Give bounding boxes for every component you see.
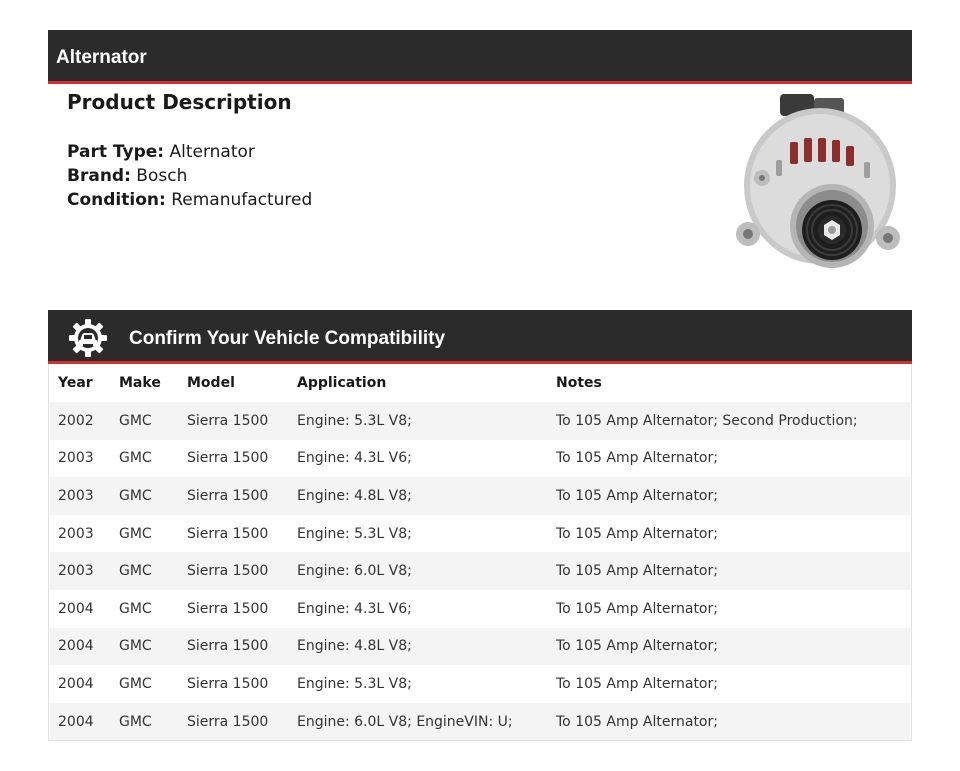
col-model: Model bbox=[178, 364, 288, 402]
spec-value: Bosch bbox=[136, 166, 188, 186]
cell-year: 2003 bbox=[49, 515, 111, 553]
cell-model: Sierra 1500 bbox=[178, 665, 288, 703]
product-title: Alternator bbox=[56, 47, 147, 68]
col-application: Application bbox=[288, 364, 547, 402]
spec-label: Condition: bbox=[67, 190, 166, 210]
cell-notes: To 105 Amp Alternator; bbox=[547, 628, 912, 666]
table-row bbox=[49, 665, 912, 703]
cell-application: Engine: 4.3L V6; bbox=[288, 440, 547, 478]
cell-model: Sierra 1500 bbox=[178, 440, 288, 478]
cell-application: Engine: 4.8L V8; bbox=[288, 477, 547, 515]
table-row bbox=[49, 402, 912, 440]
cell-notes: To 105 Amp Alternator; Second Production; bbox=[547, 402, 912, 440]
cell-notes: To 105 Amp Alternator; bbox=[547, 552, 912, 590]
cell-make: GMC bbox=[110, 440, 178, 478]
compatibility-table bbox=[48, 364, 912, 741]
cell-application: Engine: 5.3L V8; bbox=[288, 515, 547, 553]
cell-make: GMC bbox=[110, 402, 178, 440]
cell-model: Sierra 1500 bbox=[178, 402, 288, 440]
table-row bbox=[49, 515, 912, 553]
cell-application: Engine: 5.3L V8; bbox=[288, 665, 547, 703]
cell-application: Engine: 4.8L V8; bbox=[288, 628, 547, 666]
cell-year: 2003 bbox=[49, 552, 111, 590]
spec-brand bbox=[67, 164, 312, 188]
cell-model: Sierra 1500 bbox=[178, 590, 288, 628]
cell-make: GMC bbox=[110, 628, 178, 666]
cell-make: GMC bbox=[110, 590, 178, 628]
cell-notes: To 105 Amp Alternator; bbox=[547, 665, 912, 703]
cell-model: Sierra 1500 bbox=[178, 703, 288, 741]
compatibility-title: Confirm Your Vehicle Compatibility bbox=[129, 328, 446, 349]
cell-year: 2004 bbox=[49, 703, 111, 741]
spec-label: Brand: bbox=[67, 166, 131, 186]
cell-notes: To 105 Amp Alternator; bbox=[547, 440, 912, 478]
product-description bbox=[67, 90, 312, 212]
cell-year: 2004 bbox=[49, 665, 111, 703]
cell-make: GMC bbox=[110, 477, 178, 515]
cell-application: Engine: 6.0L V8; bbox=[288, 552, 547, 590]
table-row bbox=[49, 590, 912, 628]
cell-model: Sierra 1500 bbox=[178, 477, 288, 515]
col-notes: Notes bbox=[547, 364, 912, 402]
cell-application: Engine: 4.3L V6; bbox=[288, 590, 547, 628]
cell-application: Engine: 6.0L V8; EngineVIN: U; bbox=[288, 703, 547, 741]
spec-label: Part Type: bbox=[67, 142, 165, 162]
alternator-image bbox=[728, 90, 906, 274]
cell-make: GMC bbox=[110, 552, 178, 590]
table-row bbox=[49, 552, 912, 590]
spec-condition bbox=[67, 188, 312, 212]
cell-application: Engine: 5.3L V8; bbox=[288, 402, 547, 440]
cell-year: 2003 bbox=[49, 477, 111, 515]
product-title-bar bbox=[48, 30, 912, 84]
spec-part-type bbox=[67, 140, 312, 164]
spec-list bbox=[67, 140, 312, 212]
table-row bbox=[49, 703, 912, 741]
cell-year: 2004 bbox=[49, 628, 111, 666]
cell-year: 2003 bbox=[49, 440, 111, 478]
table-header-row bbox=[49, 364, 912, 402]
gear-car-icon bbox=[68, 318, 108, 358]
cell-model: Sierra 1500 bbox=[178, 515, 288, 553]
cell-notes: To 105 Amp Alternator; bbox=[547, 477, 912, 515]
col-year: Year bbox=[49, 364, 111, 402]
table-row bbox=[49, 477, 912, 515]
cell-make: GMC bbox=[110, 703, 178, 741]
cell-make: GMC bbox=[110, 515, 178, 553]
col-make: Make bbox=[110, 364, 178, 402]
description-heading: Product Description bbox=[67, 90, 292, 114]
compatibility-bar bbox=[48, 310, 912, 364]
table-row bbox=[49, 440, 912, 478]
table-row bbox=[49, 628, 912, 666]
cell-year: 2002 bbox=[49, 402, 111, 440]
cell-make: GMC bbox=[110, 665, 178, 703]
cell-model: Sierra 1500 bbox=[178, 552, 288, 590]
cell-notes: To 105 Amp Alternator; bbox=[547, 590, 912, 628]
cell-notes: To 105 Amp Alternator; bbox=[547, 515, 912, 553]
cell-notes: To 105 Amp Alternator; bbox=[547, 703, 912, 741]
spec-value: Alternator bbox=[169, 142, 255, 162]
cell-model: Sierra 1500 bbox=[178, 628, 288, 666]
cell-year: 2004 bbox=[49, 590, 111, 628]
spec-value: Remanufactured bbox=[171, 190, 313, 210]
